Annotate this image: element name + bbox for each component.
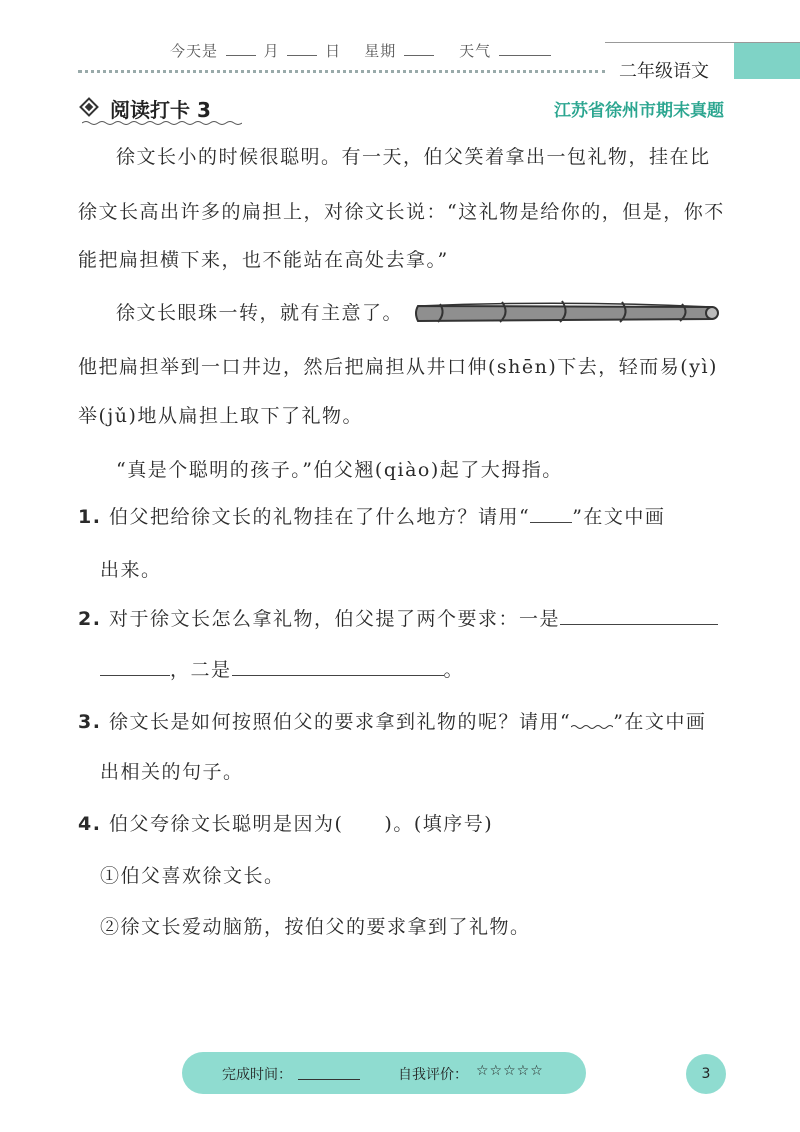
- diamond-icon: [79, 97, 99, 117]
- title-row: [82, 92, 724, 124]
- option-2: ②徐文长爱动脑筋，按伯父的要求拿到了礼物。: [100, 916, 531, 938]
- day-blank[interactable]: [287, 55, 317, 56]
- passage-p2-line2: 他把扁担举到一口井边，然后把扁担从井口伸(shēn)下去，轻而易(yì): [78, 356, 718, 378]
- question-2-text-c: 。: [443, 659, 465, 681]
- passage-p2-line1: 徐文长眼珠一转，就有主意了。: [116, 302, 404, 324]
- question-1-number: 1.: [78, 506, 102, 528]
- passage-p1-line3: 能把扁担横下来，也不能站在高处去拿。”: [78, 249, 449, 271]
- carrying-pole-icon: [412, 296, 720, 330]
- grade-tab: [605, 42, 800, 80]
- weekday-label: 星期: [364, 42, 397, 60]
- question-4-number: 4.: [78, 813, 102, 835]
- weather-blank[interactable]: [499, 55, 551, 56]
- question-2-number: 2.: [78, 608, 102, 630]
- question-3-line2: 出相关的句子。: [100, 761, 244, 783]
- completion-time-label: 完成时间：: [222, 1067, 292, 1083]
- today-label: 今天是: [170, 42, 219, 60]
- question-4: [78, 809, 493, 836]
- answer-blank-1a[interactable]: [560, 624, 718, 625]
- question-2-line2: [100, 655, 464, 682]
- question-4-text: 伯父夸徐文长聪明是因为( )。(填序号): [109, 813, 494, 835]
- header-dotted-rule: [78, 70, 606, 73]
- date-weather-line: [170, 40, 553, 61]
- rating-stars[interactable]: ☆☆☆☆☆: [476, 1063, 544, 1079]
- completion-time-blank[interactable]: [298, 1079, 360, 1080]
- answer-blank-2[interactable]: [232, 675, 444, 676]
- month-blank[interactable]: [226, 55, 256, 56]
- question-2-text-b: ，二是: [170, 659, 232, 681]
- straight-line-mark: [530, 522, 572, 523]
- question-3: [78, 707, 706, 734]
- question-1-text-b: ”在文中画: [572, 506, 666, 528]
- passage-p2-line3: 举(jǔ)地从扁担上取下了礼物。: [78, 405, 363, 427]
- source-label: 江苏省徐州市期末真题: [554, 101, 724, 121]
- passage-p1-line2: 徐文长高出许多的扁担上，对徐文长说：“这礼物是给你的，但是，你不: [78, 201, 725, 223]
- month-label: 月: [263, 42, 280, 60]
- question-1-line2: 出来。: [100, 559, 162, 581]
- question-1-text-a: 伯父把给徐文长的礼物挂在了什么地方？请用“: [109, 506, 531, 528]
- passage-p1-line1: 徐文长小的时候很聪明。有一天，伯父笑着拿出一包礼物，挂在比: [116, 146, 711, 168]
- question-2: [78, 604, 718, 631]
- question-3-text-b: ”在文中画: [613, 711, 707, 733]
- day-label: 日: [325, 42, 342, 60]
- page-number: 3: [686, 1054, 726, 1094]
- section-title: 阅读打卡 3: [110, 98, 211, 122]
- footer-bar: [182, 1052, 586, 1094]
- question-3-text-a: 徐文长是如何按照伯父的要求拿到礼物的呢？请用“: [109, 711, 572, 733]
- passage-p3-line1: “真是个聪明的孩子。”伯父翘(qiào)起了大拇指。: [116, 459, 563, 481]
- question-2-text-a: 对于徐文长怎么拿礼物，伯父提了两个要求：一是: [109, 608, 561, 630]
- weather-label: 天气: [459, 42, 492, 60]
- self-evaluation-label: 自我评价：: [398, 1067, 468, 1083]
- question-3-number: 3.: [78, 711, 102, 733]
- option-1: ①伯父喜欢徐文长。: [100, 865, 285, 887]
- grade-label: 二年级语文: [619, 61, 709, 82]
- grade-tab-accent: [734, 43, 800, 79]
- question-1: [78, 502, 665, 529]
- weekday-blank[interactable]: [404, 55, 434, 56]
- wavy-line-mark-icon: [571, 722, 613, 732]
- answer-blank-1b[interactable]: [100, 675, 170, 676]
- wavy-underline-icon: [82, 120, 242, 126]
